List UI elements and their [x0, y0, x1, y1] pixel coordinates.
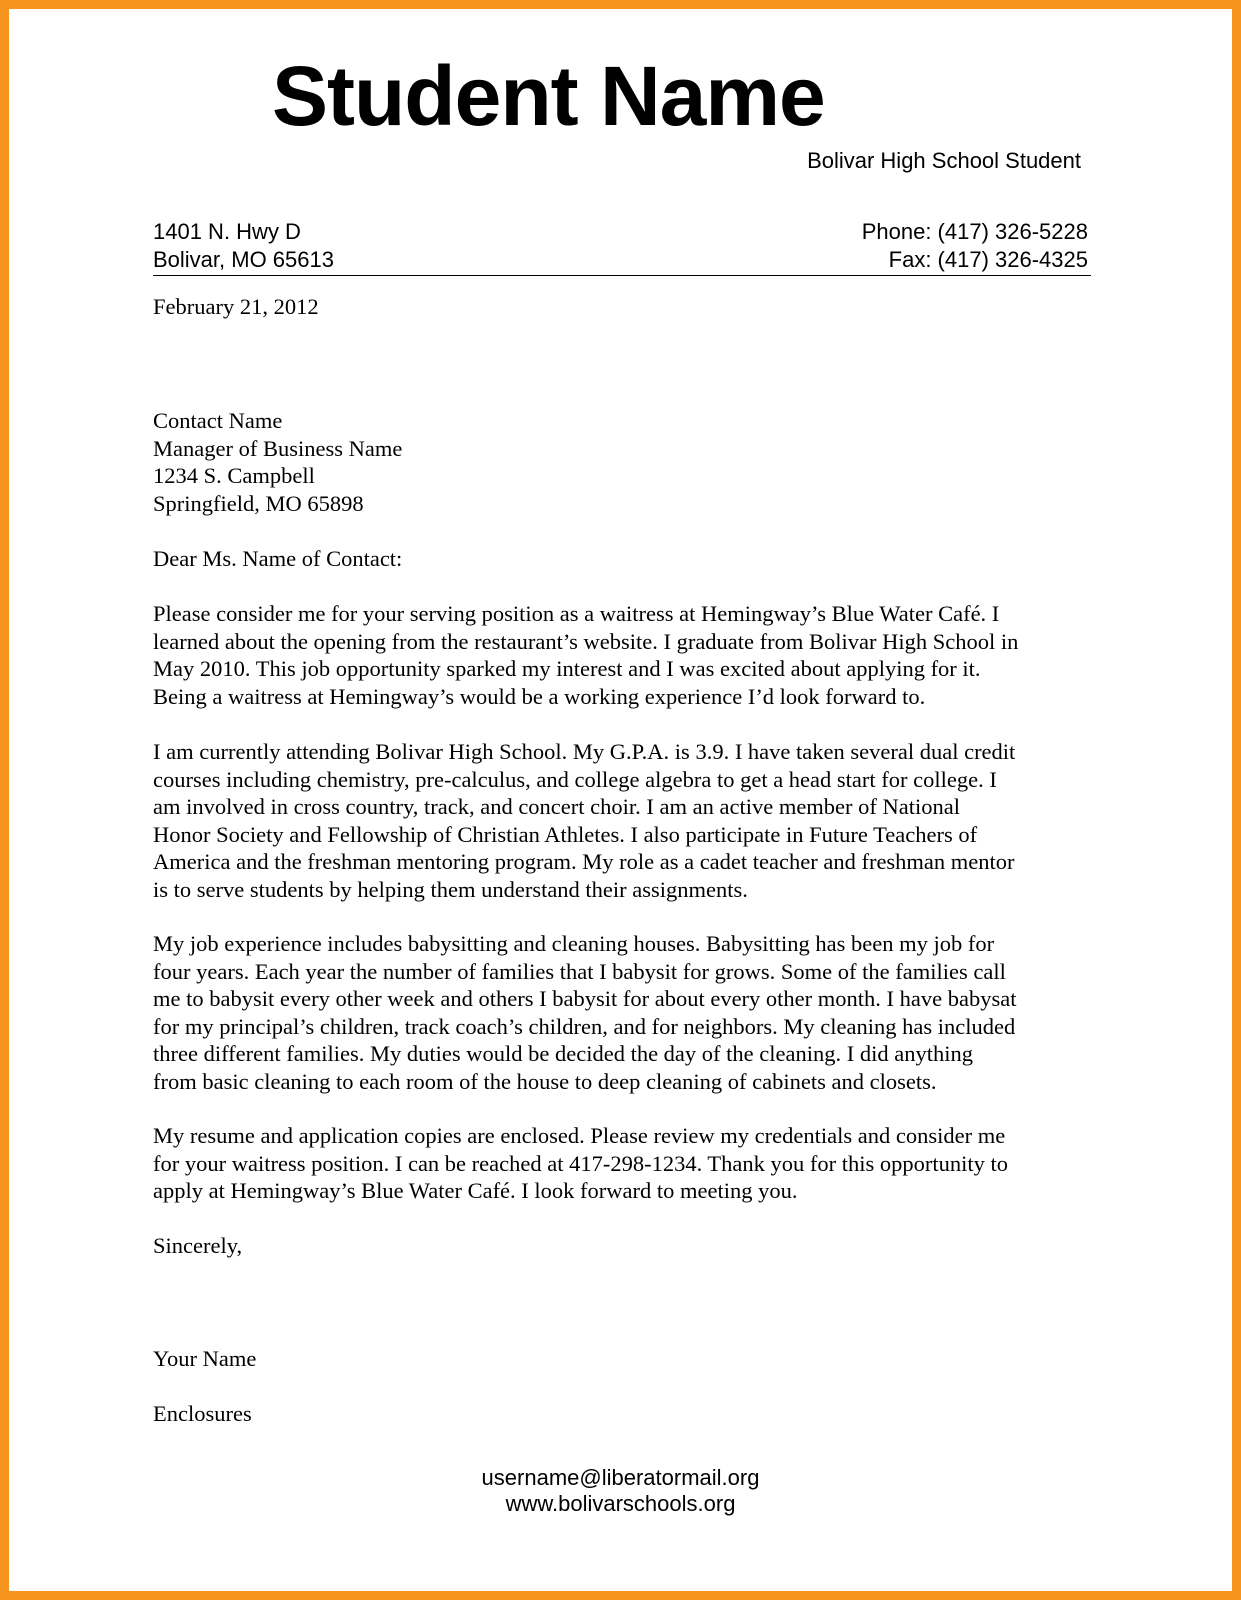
paragraph-line: am involved in cross country, track, and concert choir. I am an active member of National	[153, 794, 961, 819]
phone-number: Phone: (417) 326-5228	[861, 219, 1088, 244]
letter-date: February 21, 2012	[153, 294, 319, 319]
paragraph-line: is to serve students by helping them understand their assignments.	[153, 876, 748, 902]
paragraph-line: three different families. My duties would be decided the day of the cleaning. I did anything	[153, 1041, 973, 1066]
letter-body	[153, 293, 1098, 1426]
address-line-2: Bolivar, MO 65613	[153, 247, 334, 272]
footer-email: username@liberatormail.org	[481, 1465, 760, 1490]
salutation: Dear Ms. Name of Contact:	[153, 546, 403, 571]
footer-website: www.bolivarschools.org	[505, 1491, 736, 1516]
paragraph-line: me to babysit every other week and others I babysit for about every other month. I have babysat	[153, 986, 1017, 1011]
paragraph-line: My job experience includes babysitting and cleaning houses. Babysitting has been my job for	[153, 931, 995, 956]
recipient-block	[153, 407, 402, 517]
paragraph-line: May 2010. This job opportunity sparked my interest and I was excited about applying for it.	[153, 656, 981, 681]
paragraph-line: four years. Each year the number of families that I babysit for grows. Some of the families call	[153, 958, 1006, 984]
paragraph-line: Please consider me for your serving position as a waitress at Hemingway’s Blue Water Café. I	[153, 601, 1000, 626]
paragraph-line: America and the freshman mentoring program. My role as a cadet teacher and freshman mentor	[153, 849, 1015, 874]
paragraph-experience	[153, 930, 1016, 1095]
paragraph-line: Honor Society and Fellowship of Christian Athletes. I also participate in Future Teachers of	[153, 821, 978, 847]
recipient-line: Springfield, MO 65898	[153, 490, 364, 516]
student-subtitle: Bolivar High School Student	[807, 148, 1081, 173]
fax-number: Fax: (417) 326-4325	[888, 247, 1088, 272]
sender-contact	[862, 218, 1088, 274]
complimentary-close: Sincerely,	[153, 1233, 243, 1258]
paragraph-education	[153, 738, 1015, 903]
recipient-line: 1234 S. Campbell	[153, 463, 315, 488]
address-line-1: 1401 N. Hwy D	[153, 219, 301, 244]
recipient-line: Manager of Business Name	[153, 435, 403, 461]
recipient-line: Contact Name	[153, 408, 283, 433]
paragraph-line: from basic cleaning to each room of the house to deep cleaning of cabinets and closets.	[153, 1068, 937, 1094]
header-divider	[153, 275, 1091, 276]
paragraph-line: I am currently attending Bolivar High School. My G.P.A. is 3.9. I have taken several dual credit	[153, 739, 1016, 764]
paragraph-line: for my principal’s children, track coach’s children, and for neighbors. My cleaning has included	[153, 1013, 1016, 1039]
sender-address	[153, 218, 334, 274]
paragraph-line: Being a waitress at Hemingway’s would be a working experience I’d look forward to.	[153, 683, 926, 709]
paragraph-line: My resume and application copies are enclosed. Please review my credentials and consider me	[153, 1123, 1006, 1148]
student-name-heading: Student Name	[272, 49, 825, 143]
paragraph-closing	[153, 1122, 1008, 1205]
paragraph-line: apply at Hemingway’s Blue Water Café. I look forward to meeting you.	[153, 1178, 798, 1203]
enclosures-note: Enclosures	[153, 1401, 252, 1426]
footer	[0, 1465, 1241, 1517]
signature-name: Your Name	[153, 1346, 257, 1371]
paragraph-line: for your waitress position. I can be reached at 417-298-1234. Thank you for this opportunity to	[153, 1150, 1009, 1176]
paragraph-intro	[153, 600, 1018, 710]
paragraph-line: learned about the opening from the restaurant’s website. I graduate from Bolivar High School in	[153, 628, 1019, 654]
paragraph-line: courses including chemistry, pre-calculus, and college algebra to get a head start for college. I	[153, 766, 997, 792]
